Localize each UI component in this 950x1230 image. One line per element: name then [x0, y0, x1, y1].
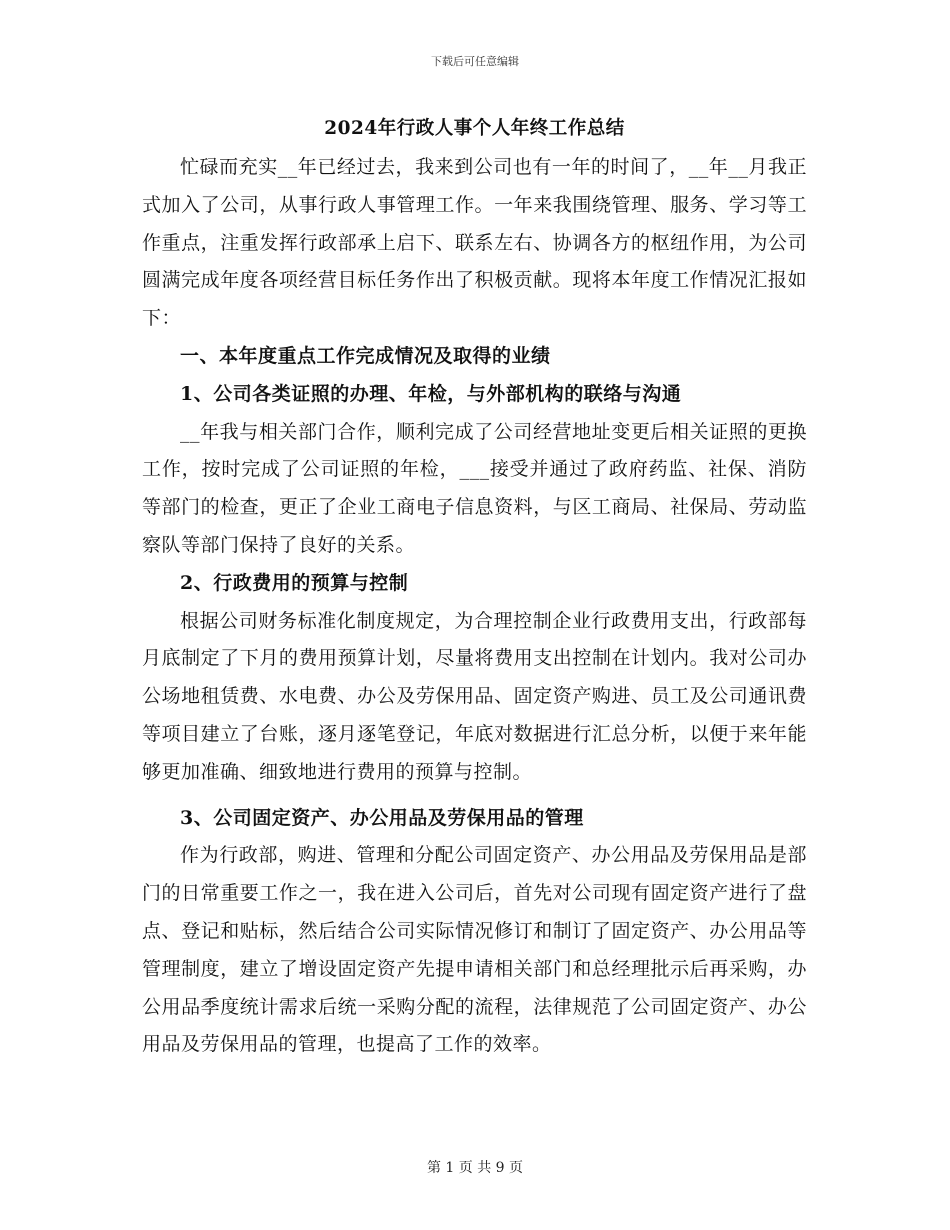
document-title: 2024年行政人事个人年终工作总结: [324, 118, 625, 139]
item-2-paragraph: 根据公司财务标准化制度规定，为合理控制企业行政费用支出，行政部每月底制定了下月的费用预算计划，尽量将费用支出控制在计划内。我对公司办公场地租赁费、水电费、办公及劳保用品、固定资产购进、员工及公司通讯费等项目建立了台账，逐月逐笔登记，年底对数据进行汇总分析，以便于来年能够更加准确、细致地进行费用的预算与控制。: [142, 609, 807, 783]
item-2-heading: 2、行政费用的预算与控制: [180, 571, 409, 594]
item-3-paragraph: 作为行政部，购进、管理和分配公司固定资产、办公用品及劳保用品是部门的日常重要工作之一，我在进入公司后，首先对公司现有固定资产进行了盘点、登记和贴标，然后结合公司实际情况修订和制订了固定资产、办公用品等管理制度，建立了增设固定资产先提申请相关部门和总经理批示后再采购，办公用品季度统计需求后统一采购分配的流程，法律规范了公司固定资产、办公用品及劳保用品的管理，也提高了工作的效率。: [142, 844, 807, 1056]
item-1-paragraph: __年我与相关部门合作，顺利完成了公司经营地址变更后相关证照的更换工作，按时完成了公司证照的年检，___接受并通过了政府药监、社保、消防等部门的检查，更正了企业工商电子信息资料，与区工商局、社保局、劳动监察队等部门保持了良好的关系。: [142, 420, 807, 556]
item-1-heading: 1、公司各类证照的办理、年检，与外部机构的联络与沟通: [180, 382, 682, 405]
item-3-heading: 3、公司固定资产、办公用品及劳保用品的管理: [180, 806, 584, 829]
page-header-note: 下载后可任意编辑: [431, 55, 519, 68]
page-number: 第 1 页 共 9 页: [426, 1160, 524, 1176]
document-body: [142, 113, 807, 1064]
intro-paragraph: 忙碌而充实__年已经过去，我来到公司也有一年的时间了，__年__月我正式加入了公司，从事行政人事管理工作。一年来我围绕管理、服务、学习等工作重点，注重发挥行政部承上启下、联系左右、协调各方的枢纽作用，为公司圆满完成年度各项经营目标任务作出了积极贡献。现将本年度工作情况汇报如下：: [142, 156, 807, 330]
section-1-heading: 一、本年度重点工作完成情况及取得的业绩: [180, 344, 551, 367]
